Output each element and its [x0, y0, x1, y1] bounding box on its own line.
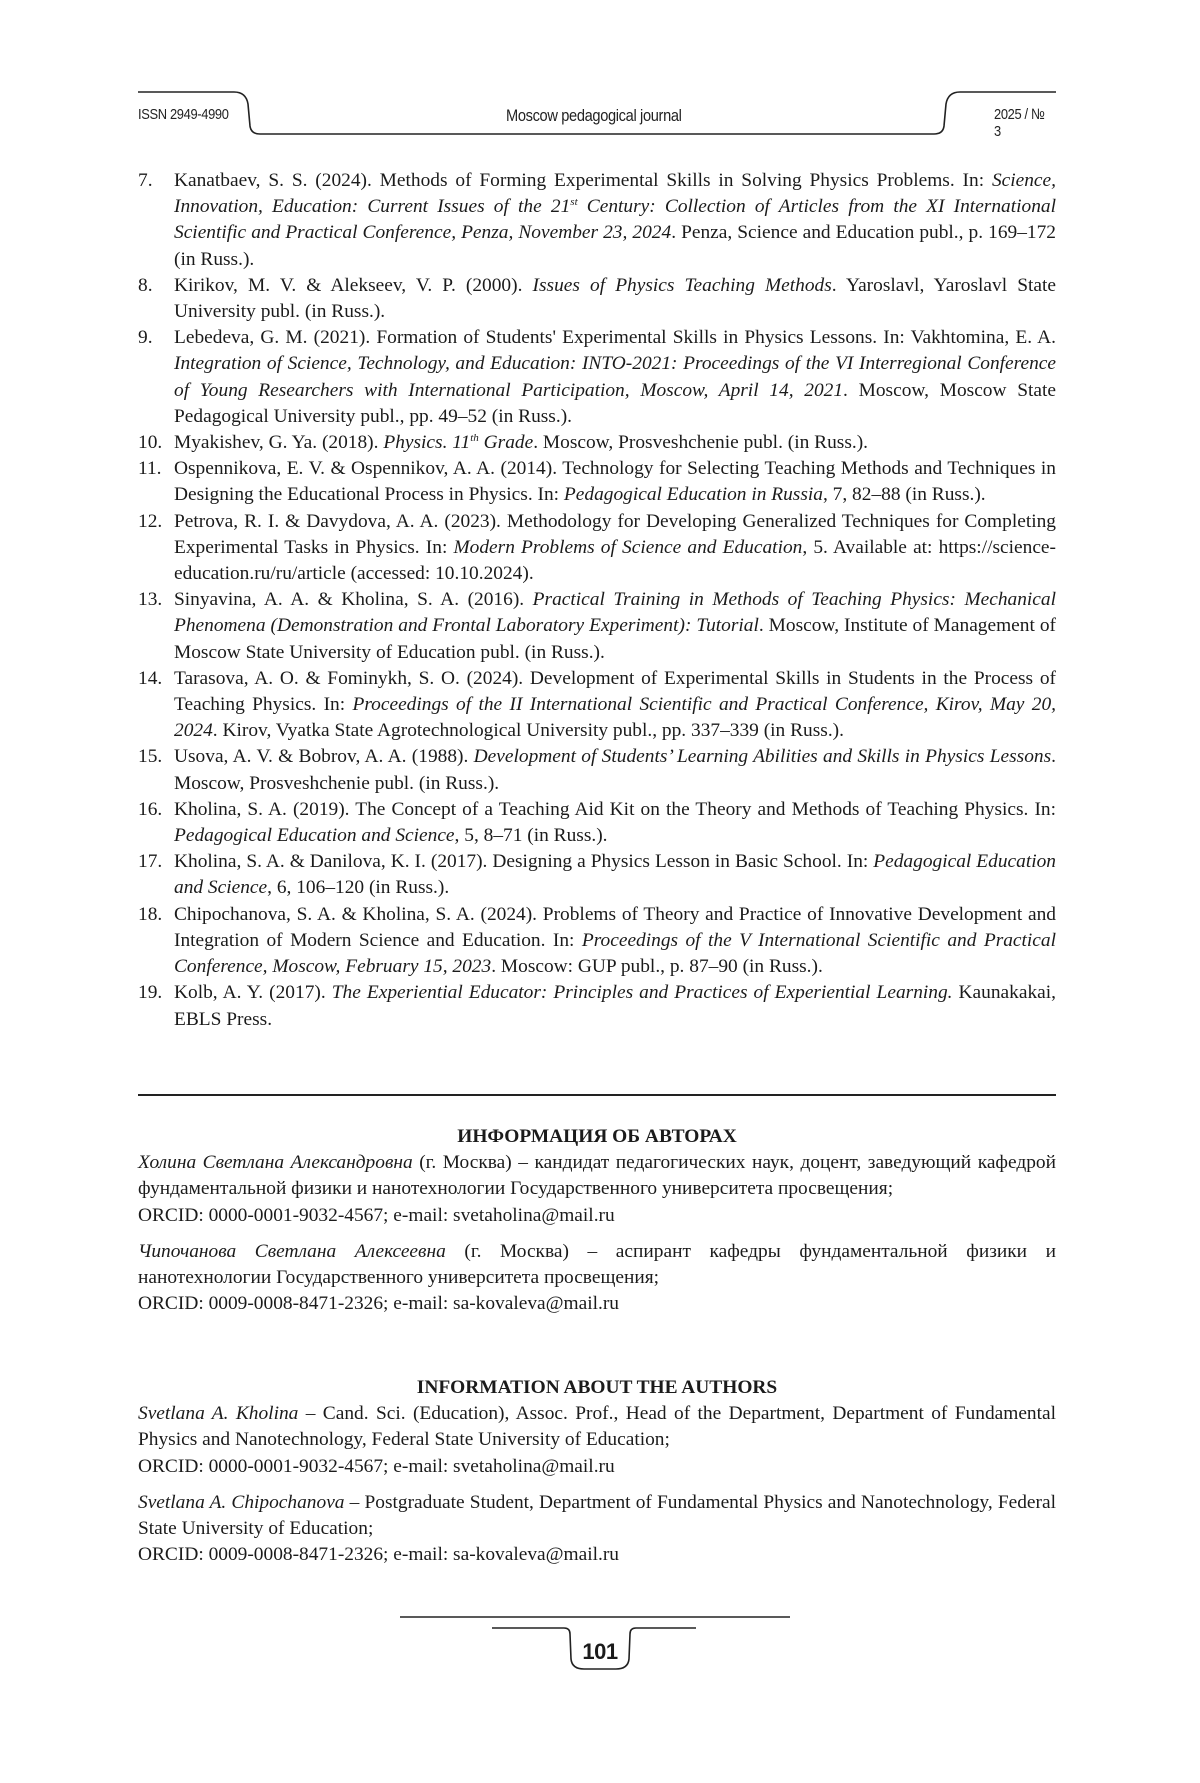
reference-text: . Moscow, Prosveshchenie publ. (in Russ.). [174, 746, 1056, 794]
reference-text: , 5. Available at: https://science-education.ru/ru/article (accessed: 10.10.2024). [174, 536, 1056, 585]
reference-item [138, 168, 1056, 273]
reference-text: Chipochanova, S. A. & Kholina, S. A. (2024). Problems of Theory and Practice of Innovative Development and Integration of Modern Science and Education. In: [174, 903, 1056, 951]
reference-text: Kirikov, M. V. & Alekseev, V. P. (2000). [174, 274, 533, 296]
author-entry [138, 1150, 1056, 1229]
reference-title: Modern Problems of Science and Education [453, 536, 803, 558]
reference-number: 10. [138, 432, 163, 454]
reference-title: Pedagogical Education and Science [174, 825, 455, 847]
authors-info-ru [138, 1124, 1056, 1327]
reference-number: 17. [138, 851, 163, 873]
page-number: 101 [582, 1639, 618, 1664]
reference-text: Petrova, R. I. & Davydova, A. A. (2023). Methodology for Developing Generalized Techniques for Completing Experimental Tasks in Physics. In: [174, 510, 1056, 558]
reference-item [138, 456, 1056, 508]
author-entry [138, 1401, 1056, 1480]
reference-number: 9. [138, 327, 153, 349]
reference-text: . Moscow, Prosveshchenie publ. (in Russ.). [533, 432, 869, 454]
reference-text: , 7, 82–88 (in Russ.). [822, 484, 986, 506]
reference-number: 14. [138, 667, 163, 689]
section-divider [138, 1094, 1056, 1096]
reference-item [138, 744, 1056, 796]
references-section [138, 168, 1056, 1033]
reference-number: 15. [138, 746, 163, 768]
author-name: Чипочанова Светлана Алексеевна [138, 1240, 446, 1262]
reference-title: Science, Innovation, Education: Current Issues of the 21 [174, 170, 1056, 218]
reference-number: 7. [138, 170, 153, 191]
author-contact: ORCID: 0009-0008-8471-2326; e-mail: sa-kovaleva@mail.ru [138, 1293, 619, 1315]
reference-text: . Moscow, Moscow State Pedagogical University publ., pp. 49–52 (in Russ.). [174, 379, 1056, 427]
authors-ru-title: ИНФОРМАЦИЯ ОБ АВТОРАХ [457, 1126, 737, 1147]
reference-title: Century: Collection of Articles from the XI International Scientific and Practical Conference, Penza, November 23, 2024 [174, 196, 1056, 244]
reference-item [138, 325, 1056, 430]
reference-text: Ospennikova, E. V. & Ospennikov, A. A. (2014). Technology for Selecting Teaching Methods and Techniques in Designing the Educational Process in Physics. In: [174, 458, 1056, 506]
reference-title: Development of Students’ Learning Abilities and Skills in Physics Lessons [473, 746, 1052, 768]
reference-text: Tarasova, A. O. & Fominykh, S. O. (2024). Development of Experimental Skills in Students in the Process of Teaching Physics. In: [174, 667, 1056, 716]
reference-item [138, 509, 1056, 588]
author-name: Холина Светлана Александровна [138, 1152, 413, 1174]
author-contact: ORCID: 0009-0008-8471-2326; e-mail: sa-kovaleva@mail.ru [138, 1544, 619, 1566]
reference-title: Pedagogical Education in Russia [563, 484, 823, 506]
reference-text: . Moscow: GUP publ., p. 87–90 (in Russ.). [491, 956, 823, 978]
author-entry [138, 1239, 1056, 1318]
reference-item [138, 797, 1056, 849]
reference-text: , 5, 8–71 (in Russ.). [454, 825, 608, 847]
reference-item [138, 849, 1056, 901]
reference-text: Lebedeva, G. M. (2021). Formation of Students' Experimental Skills in Physics Lessons. In: Vakhtomina, E. A. [174, 327, 1056, 349]
reference-text: , 6, 106–120 (in Russ.). [267, 877, 450, 899]
reference-title: Issues of Physics Teaching Methods [532, 274, 832, 296]
reference-text: Kaunakakai, EBLS Press. [174, 982, 1056, 1030]
page-footer [0, 1615, 1200, 1675]
reference-title: Practical Training in Methods of Teaching Physics: Mechanical Phenomena (Demonstration and Frontal Laboratory Experiment): Tutorial [174, 589, 1056, 637]
reference-text: . Penza, Science and Education publ., p. 169–172 (in Russ.). [174, 222, 1056, 270]
reference-number: 19. [138, 982, 163, 1004]
reference-item [138, 666, 1056, 745]
authors-en-title: INFORMATION ABOUT THE AUTHORS [416, 1377, 778, 1398]
reference-item [138, 587, 1056, 666]
journal-title: Moscow pedagogical journal [506, 106, 682, 125]
reference-number: 12. [138, 510, 163, 532]
reference-item [138, 273, 1056, 325]
reference-number: 18. [138, 903, 163, 925]
reference-text: Kolb, A. Y. (2017). [174, 982, 332, 1004]
author-description: – Postgraduate Student, Department of Fundamental Physics and Nanotechnology, Federal State University of Education; [138, 1491, 1056, 1540]
references-list [138, 168, 1056, 1033]
reference-title: Proceedings of the V International Scientific and Practical Conference, Moscow, February 15, 2023 [174, 929, 1056, 978]
reference-item [138, 902, 1056, 981]
reference-text: Usova, A. V. & Bobrov, A. A. (1988). [174, 746, 474, 768]
reference-title: Proceedings of the II International Scientific and Practical Conference, Kirov, May 20, 2024 [174, 694, 1056, 742]
reference-number: 16. [138, 798, 163, 820]
reference-title: Grade [478, 432, 534, 454]
reference-title: Integration of Science, Technology, and Education: INTO-2021: Proceedings of the VI Interregional Conference of Young Researchers with International Participation, Moscow, April 14, 2021 [174, 353, 1056, 401]
author-name: Svetlana A. Kholina [138, 1403, 299, 1425]
author-description: (г. Москва) – кандидат педагогических наук, доцент, заведующий кафедрой фундаментальной физики и нанотехнологии Государственного университета просвещения; [138, 1152, 1056, 1200]
author-contact: ORCID: 0000-0001-9032-4567; e-mail: svetaholina@mail.ru [138, 1455, 615, 1477]
reference-text: Sinyavina, A. A. & Kholina, S. A. (2016). [174, 589, 533, 611]
reference-text: . Kirov, Vyatka State Agrotechnological University publ., pp. 337–339 (in Russ.). [212, 720, 844, 742]
reference-number: 13. [138, 589, 163, 611]
reference-title: Physics. 11 [383, 432, 471, 454]
author-name: Svetlana A. Chipochanova [138, 1491, 345, 1513]
reference-item [138, 430, 1056, 456]
reference-item [138, 980, 1056, 1032]
reference-superscript: st [570, 196, 578, 209]
author-description: (г. Москва) – аспирант кафедры фундаментальной физики и нанотехнологии Государственного университета просвещения; [138, 1240, 1056, 1289]
reference-number: 8. [138, 274, 153, 296]
reference-text: Kanatbaev, S. S. (2024). Methods of Forming Experimental Skills in Solving Physics Problems. In: [174, 170, 992, 191]
reference-text: . Moscow, Institute of Management of Moscow State University of Education publ. (in Russ.). [174, 615, 1056, 663]
reference-title: The Experiential Educator: Principles and Practices of Experiential Learning. [331, 982, 953, 1004]
reference-text: Myakishev, G. Ya. (2018). [174, 432, 384, 454]
author-description: – Cand. Sci. (Education), Assoc. Prof., Head of the Department, Department of Fundamental Physics and Nanotechnology, Federal State University of Education; [138, 1403, 1057, 1451]
issue-number: 2025 / № 3 [994, 106, 1045, 140]
author-entry [138, 1490, 1056, 1569]
reference-text: Kholina, S. A. & Danilova, K. I. (2017). Designing a Physics Lesson in Basic School. In: [174, 851, 874, 873]
reference-superscript: th [470, 432, 479, 445]
issn: ISSN 2949-4990 [138, 106, 229, 123]
running-header [138, 90, 1056, 138]
reference-text: . Yaroslavl, Yaroslavl State University publ. (in Russ.). [174, 274, 1056, 323]
reference-title: Pedagogical Education and Science [174, 851, 1056, 899]
authors-info-en [138, 1375, 1056, 1578]
reference-number: 11. [138, 458, 162, 480]
author-contact: ORCID: 0000-0001-9032-4567; e-mail: svetaholina@mail.ru [138, 1204, 615, 1226]
reference-text: Kholina, S. A. (2019). The Concept of a Teaching Aid Kit on the Theory and Methods of Teaching Physics. In: [174, 798, 1056, 820]
